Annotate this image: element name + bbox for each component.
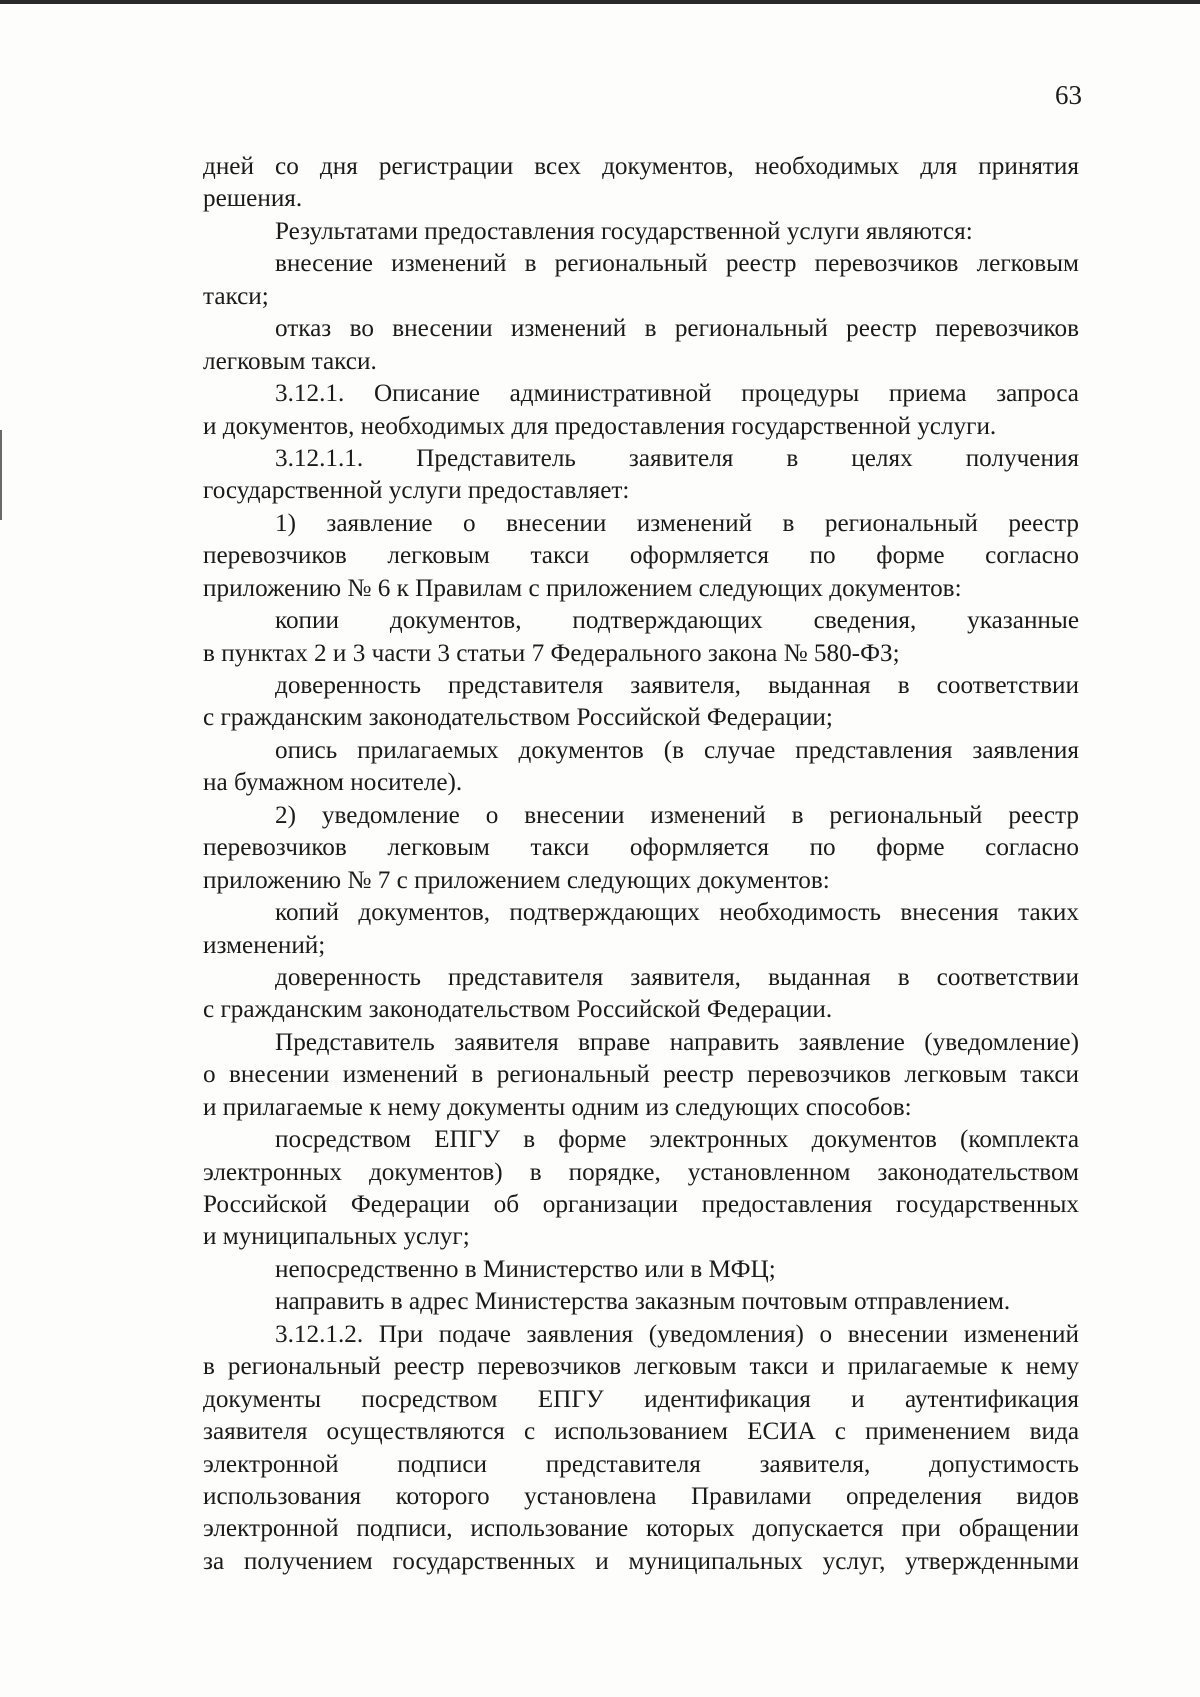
text-line: 1) заявление о внесении изменений в региональный реестр: [275, 509, 1079, 537]
text-line: копии документов, подтверждающих сведения, указанные: [275, 607, 1079, 635]
text-line: внесение изменений в региональный реестр перевозчиков легковым: [275, 250, 1079, 278]
text-line: электронных документов) в порядке, установленном законодательством: [203, 1158, 1079, 1186]
text-line: на бумажном носителе).: [203, 769, 463, 797]
text-line: 2) уведомление о внесении изменений в региональный реестр: [275, 801, 1079, 829]
text-line: дней со дня регистрации всех документов, необходимых для принятия: [203, 153, 1079, 180]
text-line: перевозчиков легковым такси оформляется по форме согласно: [203, 834, 1079, 862]
text-line: посредством ЕПГУ в форме электронных документов (комплекта: [275, 1126, 1079, 1154]
text-line: перевозчиков легковым такси оформляется по форме согласно: [203, 542, 1079, 570]
text-line: за получением государственных и муниципальных услуг, утвержденными: [203, 1547, 1079, 1575]
text-line: государственной услуги предоставляет:: [203, 477, 630, 505]
text-line: в пунктах 2 и 3 части 3 статьи 7 Федерального закона № 580-ФЗ;: [203, 639, 900, 667]
top-border: [0, 0, 1200, 4]
text-line: заявителя осуществляются с использованием ЕСИА с применением вида: [203, 1418, 1079, 1446]
text-line: Результатами предоставления государственной услуги являются:: [275, 217, 973, 245]
text-line: 3.12.1. Описание административной процедуры приема запроса: [275, 380, 1079, 408]
document-body: [203, 151, 1079, 1578]
text-line: и муниципальных услуг;: [203, 1223, 470, 1251]
text-line: электронной подписи, использование которых допускается при обращении: [203, 1515, 1079, 1543]
text-line: изменений;: [203, 931, 326, 959]
text-line: доверенность представителя заявителя, выданная в соответствии: [275, 672, 1079, 699]
text-line: с гражданским законодательством Российской Федерации.: [203, 996, 833, 1024]
text-line: копий документов, подтверждающих необходимость внесения таких: [275, 899, 1079, 927]
scan-mark: [0, 430, 2, 520]
text-line: доверенность представителя заявителя, выданная в соответствии: [275, 963, 1079, 991]
text-line: отказ во внесении изменений в региональный реестр перевозчиков: [275, 315, 1079, 343]
text-line: использования которого установлена Правилами определения видов: [203, 1482, 1079, 1510]
text-line: о внесении изменений в региональный реестр перевозчиков легковым такси: [203, 1061, 1079, 1089]
text-line: и прилагаемые к нему документы одним из следующих способов:: [203, 1093, 912, 1121]
text-line: непосредственно в Министерство или в МФЦ;: [275, 1255, 776, 1283]
text-line: 3.12.1.2. При подаче заявления (уведомления) о внесении изменений: [275, 1320, 1079, 1348]
text-line: в региональный реестр перевозчиков легковым такси и прилагаемые к нему: [203, 1353, 1079, 1381]
text-line: решения.: [203, 185, 303, 213]
text-line: приложению № 7 с приложением следующих документов:: [203, 866, 830, 894]
text-line: направить в адрес Министерства заказным почтовым отправлением.: [275, 1288, 1011, 1316]
text-line: документы посредством ЕПГУ идентификация и аутентификация: [203, 1385, 1079, 1413]
text-line: 3.12.1.1. Представитель заявителя в целях получения: [275, 444, 1079, 472]
text-line: и документов, необходимых для предоставления государственной услуги.: [203, 412, 997, 440]
text-line: с гражданским законодательством Российской Федерации;: [203, 704, 833, 732]
text-line: легковым такси.: [203, 347, 377, 375]
page-number: 63: [1055, 80, 1082, 110]
text-line: электронной подписи представителя заявителя, допустимость: [203, 1450, 1079, 1478]
text-line: приложению № 6 к Правилам с приложением следующих документов:: [203, 574, 962, 602]
text-line: такси;: [203, 282, 269, 310]
text-line: Российской Федерации об организации предоставления государственных: [203, 1191, 1079, 1218]
text-line: опись прилагаемых документов (в случае представления заявления: [275, 736, 1079, 764]
text-line: Представитель заявителя вправе направить заявление (уведомление): [275, 1028, 1079, 1056]
